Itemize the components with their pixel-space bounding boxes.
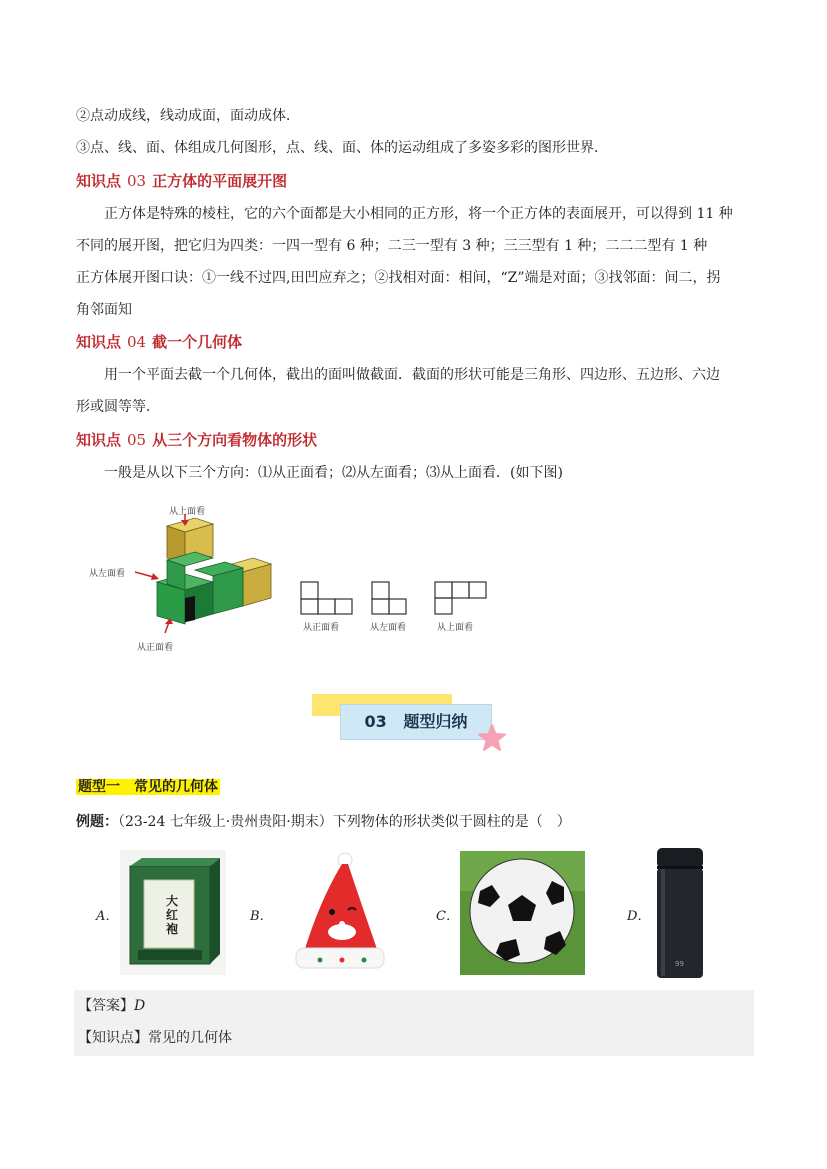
kp04-para-1b: 形或圆等等． — [76, 399, 160, 415]
option-c-label[interactable]: C． — [436, 909, 459, 924]
option-d-image[interactable] — [652, 844, 708, 982]
answer-value: D — [134, 998, 146, 1014]
kp03-para-1a: 正方体是特殊的棱柱，它的六个面都是大小相同的正方形，将一个正方体的表面展开，可以得到 11 种 — [104, 206, 733, 222]
knowledge-point-value: 常见的几何体 — [148, 1030, 232, 1046]
svg-text:99: 99 — [675, 960, 684, 968]
text-line-1: ②点动成线，线动成面，面动成体． — [76, 108, 300, 124]
question-type-title: 题型一 常见的几何体 — [78, 779, 218, 795]
label-front-view: 从正面看 — [137, 643, 174, 653]
view3-caption: 从上面看 — [437, 623, 474, 633]
kp03-heading: 知识点 03 正方体的平面展开图 — [76, 172, 288, 190]
kp03-para-1b: 不同的展开图，把它归为四类：一四一型有 6 种；二三一型有 3 种；三三型有 1 种；二二二型有 1 种 — [76, 238, 708, 254]
kp04-heading: 知识点 04 截一个几何体 — [76, 333, 243, 351]
kp05-heading: 知识点 05 从三个方向看物体的形状 — [76, 431, 318, 449]
example-label: 例题： — [76, 814, 118, 830]
label-top-view: 从上面看 — [169, 507, 206, 517]
soccer-ball-icon — [460, 851, 585, 975]
option-b-image[interactable] — [290, 850, 390, 975]
cube-illustration — [85, 498, 495, 658]
answer-box — [74, 990, 754, 1056]
option-a-image[interactable] — [120, 850, 226, 975]
knowledge-point-label: 【知识点】 — [78, 1030, 148, 1046]
kp04-para-1a: 用一个平面去截一个几何体，截出的面叫做截面．截面的形状可能是三角形、四边形、五边形、六边 — [104, 367, 720, 383]
option-d-label[interactable]: D． — [627, 909, 651, 924]
three-view-figure — [85, 498, 495, 658]
view2-caption: 从左面看 — [370, 623, 407, 633]
answer-line — [78, 996, 145, 1016]
section-title: 03 题型归纳 — [364, 712, 468, 731]
kp03-para-2b: 角邻面知 — [76, 302, 132, 318]
option-b-label[interactable]: B． — [250, 909, 273, 924]
section-banner — [312, 694, 512, 754]
option-a-label[interactable]: A． — [96, 909, 119, 924]
thermos-cup-icon — [652, 844, 708, 982]
example-text: （23-24 七年级上·贵州贵阳·期末）下列物体的形状类似于圆柱的是（ ） — [118, 814, 571, 830]
text-line-2: ③点、线、面、体组成几何图形，点、线、面、体的运动组成了多姿多彩的图形世界． — [76, 140, 608, 156]
view1-caption: 从正面看 — [303, 623, 340, 633]
kp03-para-2a: 正方体展开图口诀：①一线不过四,田凹应弃之；②找相对面：相间，“Z”端是对面；③找邻面：间二，拐 — [76, 270, 721, 286]
tea-box-text: 大红袍 — [166, 894, 179, 936]
kp05-para-1: 一般是从以下三个方向：⑴从正面看；⑵从左面看；⑶从上面看．(如下图) — [104, 465, 563, 481]
star-icon — [478, 724, 506, 752]
christmas-hat-icon — [290, 850, 390, 975]
knowledge-point-line — [78, 1028, 232, 1048]
label-left-view: 从左面看 — [89, 569, 126, 579]
answer-label: 【答案】 — [78, 998, 134, 1014]
option-c-image[interactable] — [460, 851, 585, 975]
example-line — [76, 812, 571, 832]
